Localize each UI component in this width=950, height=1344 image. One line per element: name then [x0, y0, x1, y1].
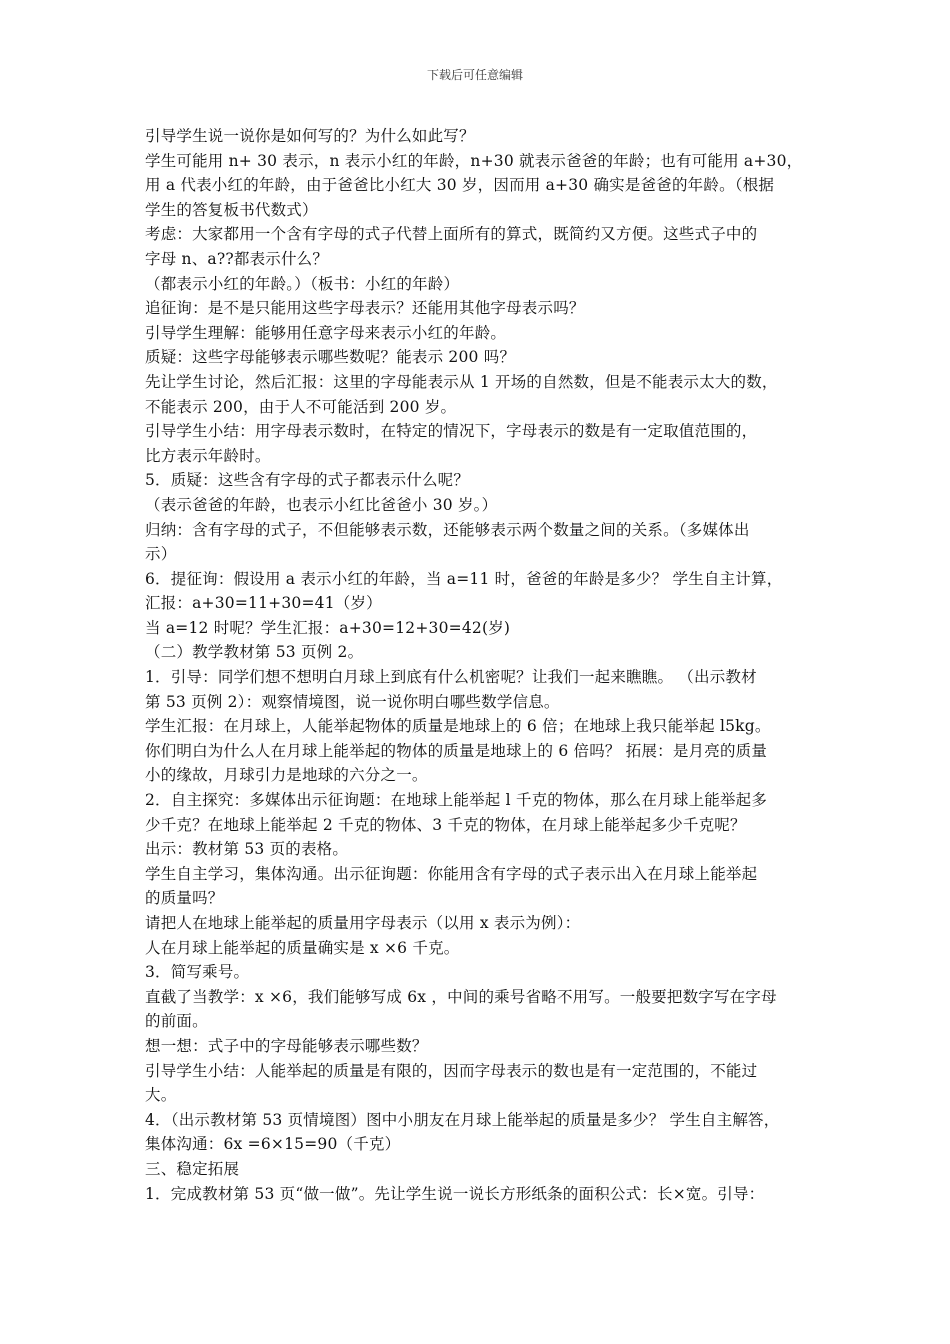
- text-line: 1．完成教材第 53 页“做一做”。先让学生说一说长方形纸条的面积公式：长×宽。引导：: [145, 1184, 765, 1203]
- text-line: 追征询：是不是只能用这些字母表示？还能用其他字母表示吗？: [145, 299, 585, 318]
- text-line: 的前面。: [145, 1012, 208, 1031]
- text-line: 少千克？在地球上能举起 2 千克的物体、3 千克的物体，在月球上能举起多少千克呢？: [145, 815, 746, 834]
- text-line: 示）: [145, 545, 177, 564]
- page-header: 下载后可任意编辑: [426, 68, 523, 82]
- text-line: 用 a 代表小红的年龄，由于爸爸比小红大 30 岁，因而用 a+30 确实是爸爸的年龄。（根据: [145, 176, 775, 195]
- text-line: 5．质疑：这些含有字母的式子都表示什么呢？: [145, 471, 470, 490]
- text-line: 人在月球上能举起的质量确实是 x ×6 千克。: [145, 938, 460, 957]
- text-line: 出示：教材第 53 页的表格。: [145, 840, 349, 859]
- text-line: 引导学生理解：能够用任意字母来表示小红的年龄。: [145, 323, 507, 342]
- text-line: 先让学生讨论，然后汇报：这里的字母能表示从 1 开场的自然数，但是不能表示太大的数，: [145, 372, 778, 391]
- text-line: 考虑：大家都用一个含有字母的式子代替上面所有的算式，既简约又方便。这些式子中的: [145, 225, 758, 244]
- text-line: 想一想：式子中的字母能够表示哪些数？: [145, 1036, 428, 1055]
- text-line: 学生的答复板书代数式）: [145, 200, 318, 219]
- text-line: 当 a=12 时呢？学生汇报：a+30=12+30=42(岁): [145, 618, 511, 637]
- text-line: 2．自主探究：多媒体出示征询题：在地球上能举起 l 千克的物体，那么在月球上能举起多: [145, 791, 768, 810]
- text-line: （表示爸爸的年龄，也表示小红比爸爸小 30 岁。）: [145, 495, 498, 514]
- text-line: 请把人在地球上能举起的质量用字母表示（以用 x 表示为例）：: [145, 914, 581, 932]
- text-line: 比方表示年龄时。: [145, 446, 271, 465]
- text-line: 质疑：这些字母能够表示哪些数呢？能表示 200 吗？: [145, 348, 516, 367]
- text-line: 字母 n、a??都表示什么？: [145, 249, 329, 268]
- text-line: 学生可能用 n+ 30 表示，n 表示小红的年龄，n+30 就表示爸爸的年龄；也有可能用 a+30，: [145, 151, 803, 170]
- document-body: [145, 124, 815, 1206]
- text-line: 的质量吗？: [145, 889, 224, 908]
- text-line: 集体沟通：6x =6×15=90（千克）: [145, 1135, 401, 1154]
- text-line: 三、稳定拓展: [145, 1159, 240, 1178]
- text-line: 第 53 页例 2）：观察情境图，说一说你明白哪些数学信息。: [145, 692, 560, 711]
- text-line: 3．简写乘号。: [145, 963, 250, 982]
- text-line: 引导学生小结：人能举起的质量是有限的，因而字母表示的数也是有一定范围的，不能过: [145, 1061, 758, 1080]
- text-line: 直截了当教学：x ×6，我们能够写成 6x ，中间的乘号省略不用写。一般要把数字写在字母: [145, 987, 777, 1006]
- text-line: 你们明白为什么人在月球上能举起的物体的质量是地球上的 6 倍吗？ 拓展：是月亮的质量: [145, 741, 768, 760]
- text-line: 大。: [145, 1086, 177, 1105]
- text-line: 4．（出示教材第 53 页情境图）图中小朋友在月球上能举起的质量是多少？ 学生自主解答，: [145, 1110, 780, 1129]
- text-line: 不能表示 200，由于人不可能活到 200 岁。: [145, 397, 457, 416]
- text-line: 6．提征询：假设用 a 表示小红的年龄，当 a=11 时，爸爸的年龄是多少？ 学生自主计算，: [145, 569, 783, 588]
- text-line: 1．引导：同学们想不想明白月球上到底有什么机密呢？让我们一起来瞧瞧。 （出示教材: [145, 668, 757, 687]
- text-line: 归纳：含有字母的式子，不但能够表示数，还能够表示两个数量之间的关系。（多媒体出: [145, 520, 750, 539]
- text-line: （二）教学教材第 53 页例 2。: [145, 643, 364, 662]
- text-line: （都表示小红的年龄。）（板书：小红的年龄）: [145, 274, 460, 293]
- text-line: 小的缘故，月球引力是地球的六分之一。: [145, 766, 428, 785]
- text-line: 学生自主学习，集体沟通。出示征询题：你能用含有字母的式子表示出入在月球上能举起: [145, 864, 758, 883]
- text-line: 汇报：a+30=11+30=41（岁）: [145, 594, 382, 613]
- text-line: 引导学生说一说你是如何写的？为什么如此写？: [145, 127, 475, 145]
- text-line: 学生汇报：在月球上，人能举起物体的质量是地球上的 6 倍；在地球上我只能举起 l5kg。: [145, 717, 771, 736]
- text-line: 引导学生小结：用字母表示数时，在特定的情况下，字母表示的数是有一定取值范围的，: [145, 422, 758, 441]
